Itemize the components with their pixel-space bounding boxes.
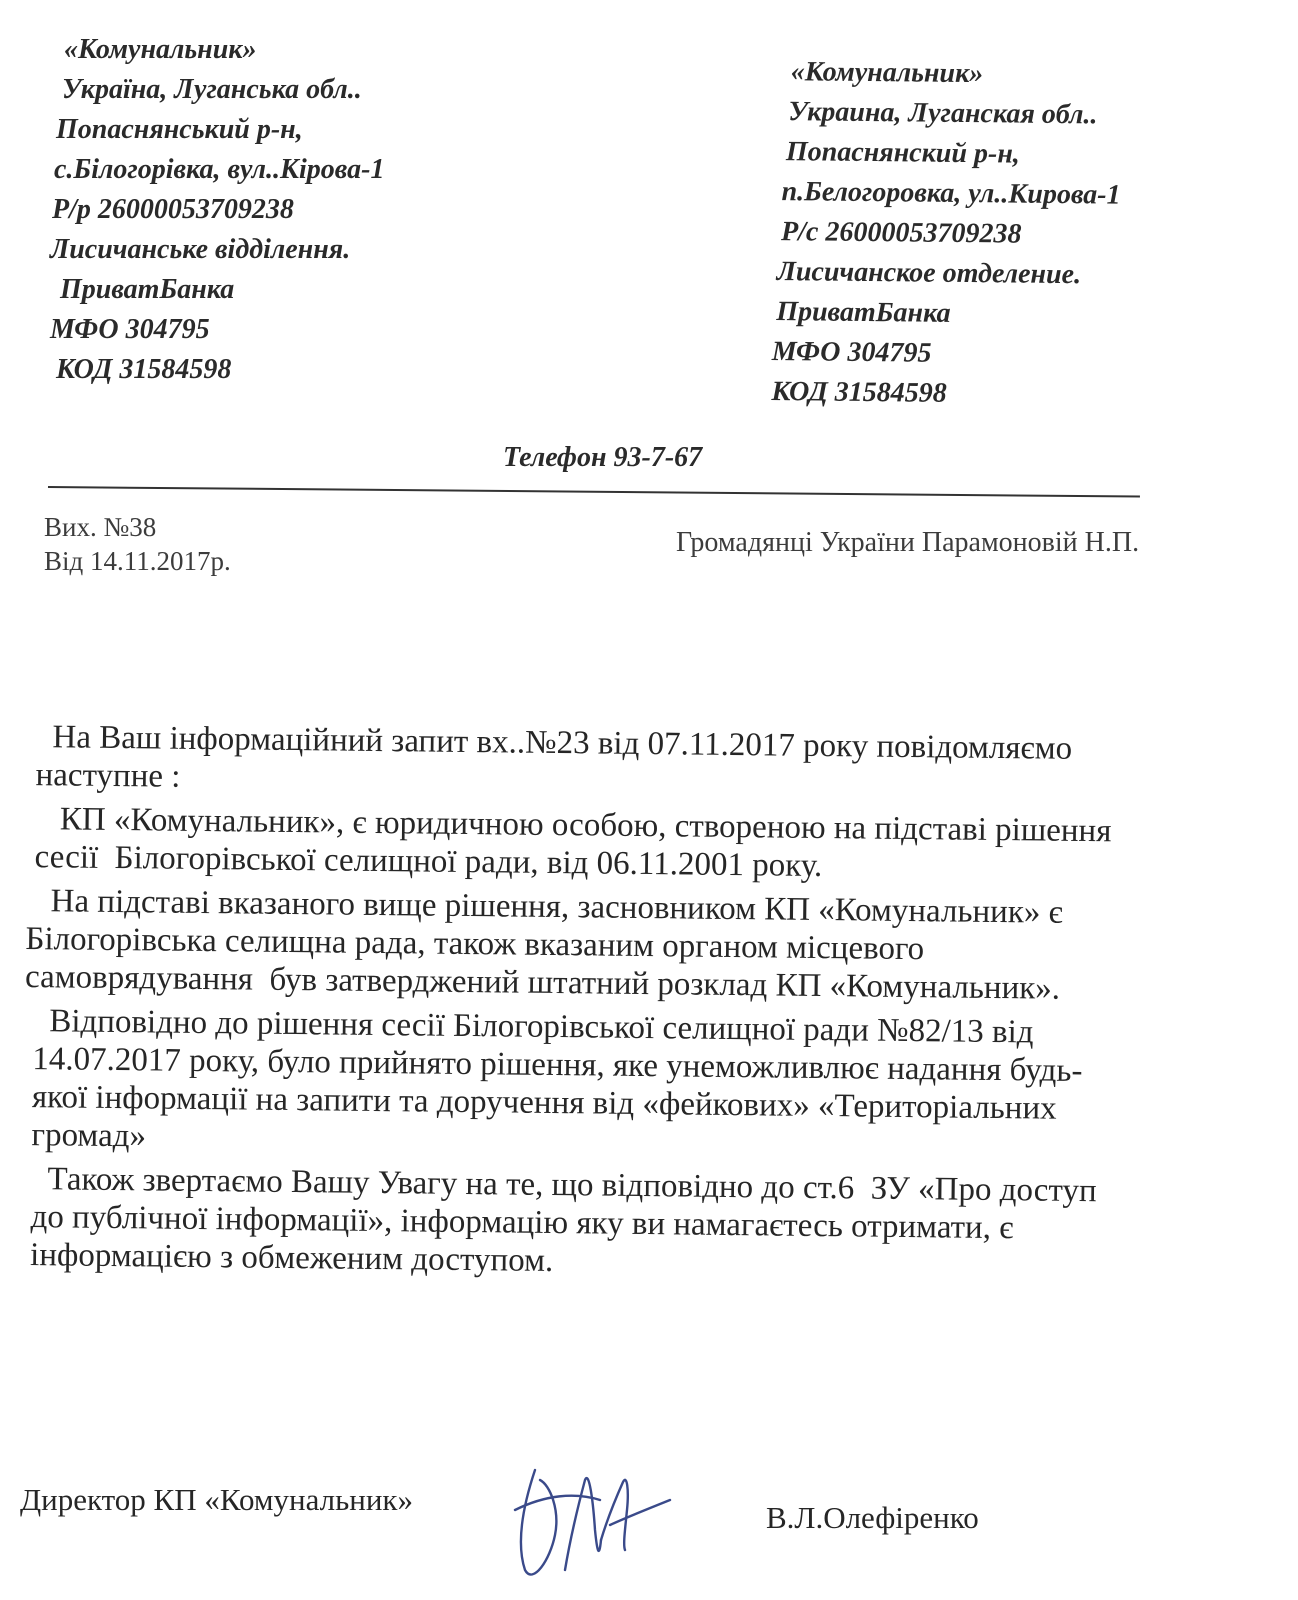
letterhead-ru-line: МФО 304795 [771,335,932,369]
letterhead-ukrainian [50,30,384,390]
body-line: якої інформації на запити та доручення від «фейкових» «Територіальних [23,1078,1057,1127]
signature-icon [495,1440,695,1590]
body-line: Також звертаємо Вашу Увагу на те, що відповідно до ст.6 ЗУ «Про доступ [22,1160,1097,1210]
outgoing-number: Вих. №38 [44,512,157,542]
letterhead-ru-line: ПриватБанка [776,296,951,329]
signature-block [0,1440,1298,1590]
body-line: самоврядування був затверджений штатний розклад КП «Комунальник». [24,958,1061,1007]
body-line: На підставі вказаного вище рішення, засновником КП «Комунальник» є [25,882,1063,931]
addressee: Громадянці України Парамоновій Н.П. [676,527,1140,558]
body-line: 14.07.2017 року, було прийнято рішення, яке унеможливлює надання будь- [23,1040,1083,1089]
letterhead-russian [771,52,1122,416]
letterhead-ua-line: МФО 304795 [50,314,210,345]
outgoing-reference [44,510,231,578]
phone-number: Телефон 93-7-67 [503,442,703,473]
letterhead-ua-line: с.Білогорівка, вул..Кірова-1 [54,154,385,185]
body-line: інформацією з обмеженим доступом. [21,1236,554,1279]
body-line: до публічної інформації», інформацію яку ви намагаєтесь отримати, є [22,1198,1014,1247]
header-divider [48,486,1140,498]
letterhead-ua-line: Попаснянський р-н, [56,114,303,145]
letterhead-ru-line: «Комунальник» [790,56,984,90]
body-line: КП «Комунальник», є юридичною особою, створеною на підставі рішення [26,800,1112,850]
letterhead-ua-line: Україна, Луганська обл.. [62,74,362,105]
letterhead-ru-line: КОД 31584598 [771,375,947,409]
letterhead-ua-line: Р/р 26000053709238 [52,194,294,225]
letterhead-ru-line: Лисичанское отделение. [776,256,1082,291]
body-line: наступне : [27,756,181,795]
body-line: На Ваш інформаційний запит вх..№23 від 07.11.2017 року повідомляємо [27,718,1073,767]
director-title: Директор КП «Комунальник» [20,1482,413,1517]
letterhead-ua-line: Лисичанське відділення. [50,234,351,265]
letterhead-ua-line: «Комунальник» [64,34,257,65]
body-line: Білогорівська селищна рада, також вказаним органом місцевого [25,920,925,968]
letterhead-ru-line: Р/с 26000053709238 [780,216,1022,250]
letterhead-ru-line: Украина, Луганская обл.. [788,96,1098,131]
letter-body [22,718,1228,1288]
letterhead-ru-line: Попаснянский р-н, [785,136,1021,170]
phone-line [48,442,1148,502]
director-name: В.Л.Олефіренко [766,1500,979,1535]
letterhead-ua-line: ПриватБанка [60,274,235,305]
body-line: громад» [23,1116,147,1155]
letterhead-ru-line: п.Белогоровка, ул..Кирова-1 [781,176,1121,211]
body-line: Відповідно до рішення сесії Білогорівської селищної ради №82/13 від [24,1002,1034,1051]
outgoing-date: Від 14.11.2017р. [44,546,231,576]
letterhead-ua-line: КОД 31584598 [56,354,232,385]
body-line: сесії Білогорівської селищної ради, від 06.11.2001 року. [26,838,823,885]
